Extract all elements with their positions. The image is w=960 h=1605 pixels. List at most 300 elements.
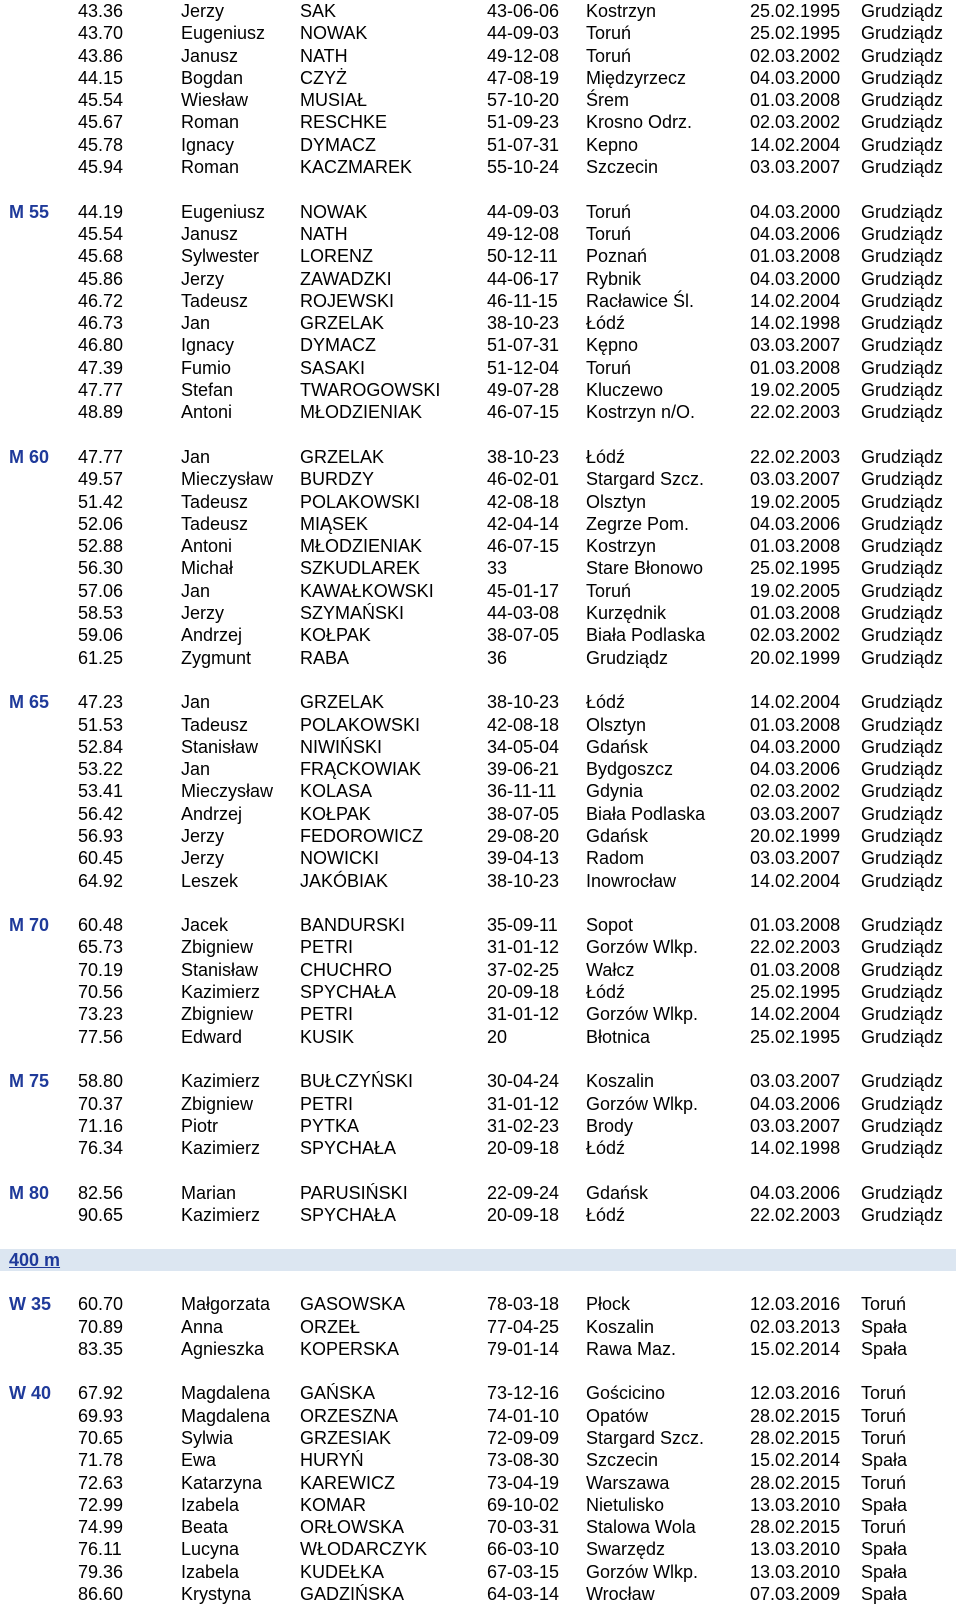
table-row [0,357,960,379]
last-name: PETRI [300,1093,354,1114]
hometown: Radom [586,848,645,869]
hometown: Gdynia [586,781,644,802]
venue: Grudziądz [861,157,944,178]
last-name: LORENZ [300,246,374,267]
hometown: Stare Błonowo [586,558,704,579]
last-name: KAWAŁKOWSKI [300,580,434,601]
birth-date: 51-07-31 [487,134,560,155]
record-date: 22.02.2003 [750,1205,841,1226]
first-name: Andrzej [181,803,243,824]
record-date: 03.03.2007 [750,157,841,178]
spacer [0,1159,960,1181]
birth-date: 33 [487,558,508,579]
hometown: Poznań [586,246,648,267]
hometown: Łódź [586,982,626,1003]
birth-date: 31-01-12 [487,1004,560,1025]
last-name: DYMACZ [300,134,376,155]
hometown: Kurzędnik [586,603,667,624]
birth-date: 64-03-14 [487,1584,560,1605]
table-row [0,1538,960,1560]
table-row [0,959,960,981]
table-row [0,1516,960,1538]
hometown: Warszawa [586,1472,670,1493]
result-time: 76.11 [78,1539,122,1560]
table-row [0,758,960,780]
first-name: Roman [181,157,240,178]
venue: Grudziądz [861,491,944,512]
record-date: 02.03.2002 [750,45,841,66]
event-section-link[interactable]: 400 m [9,1249,61,1270]
first-name: Katarzyna [181,1472,263,1493]
result-time: 53.22 [78,759,124,780]
last-name: POLAKOWSKI [300,714,421,735]
age-category-label: M 70 [9,915,50,936]
first-name: Ignacy [181,335,235,356]
hometown: Inowrocław [586,870,677,891]
birth-date: 49-12-08 [487,223,560,244]
result-time: 83.35 [78,1338,124,1359]
record-date: 01.03.2008 [750,357,841,378]
last-name: BANDURSKI [300,915,406,936]
record-date: 01.03.2008 [750,915,841,936]
hometown: Łódź [586,692,626,713]
record-date: 03.03.2007 [750,469,841,490]
record-date: 02.03.2013 [750,1316,841,1337]
record-date: 19.02.2005 [750,491,841,512]
record-date: 25.02.1995 [750,1026,841,1047]
hometown: Swarzędz [586,1539,666,1560]
result-time: 47.77 [78,446,124,467]
first-name: Magdalena [181,1383,271,1404]
hometown: Gdańsk [586,736,649,757]
birth-date: 46-11-15 [487,290,558,311]
first-name: Jerzy [181,603,225,624]
venue: Spała [861,1338,908,1359]
result-time: 49.57 [78,469,124,490]
hometown: Łódź [586,313,626,334]
result-time: 46.80 [78,335,124,356]
venue: Spała [861,1539,908,1560]
venue: Grudziądz [861,246,944,267]
first-name: Marian [181,1182,237,1203]
table-row [0,334,960,356]
spacer [0,1360,960,1382]
record-date: 15.02.2014 [750,1338,841,1359]
hometown: Kępno [586,335,639,356]
birth-date: 34-05-04 [487,736,560,757]
hometown: Kostrzyn n/O. [586,402,696,423]
result-time: 73.23 [78,1004,124,1025]
result-time: 46.72 [78,290,124,311]
last-name: ORZESZNA [300,1405,399,1426]
first-name: Zbigniew [181,1004,254,1025]
venue: Spała [861,1316,908,1337]
venue: Grudziądz [861,469,944,490]
record-date: 01.03.2008 [750,246,841,267]
record-date: 28.02.2015 [750,1405,841,1426]
result-time: 86.60 [78,1584,124,1605]
record-date: 19.02.2005 [750,380,841,401]
first-name: Kazimierz [181,1205,261,1226]
venue: Grudziądz [861,1093,944,1114]
last-name: CZYŻ [300,67,347,88]
table-row [0,1070,960,1092]
result-time: 52.88 [78,536,124,557]
table-row [0,245,960,267]
first-name: Zbigniew [181,937,254,958]
result-time: 60.45 [78,848,124,869]
first-name: Mieczysław [181,469,274,490]
first-name: Jerzy [181,1,225,21]
birth-date: 38-10-23 [487,446,560,467]
venue: Grudziądz [861,959,944,980]
first-name: Roman [181,112,240,133]
hometown: Stargard Szcz. [586,469,705,490]
record-date: 14.02.1998 [750,313,841,334]
hometown: Nietulisko [586,1494,665,1515]
hometown: Toruń [586,45,632,66]
venue: Grudziądz [861,625,944,646]
result-time: 60.70 [78,1294,124,1315]
first-name: Agnieszka [181,1338,265,1359]
hometown: Łódź [586,1138,626,1159]
record-date: 13.03.2010 [750,1561,841,1582]
hometown: Stargard Szcz. [586,1428,705,1448]
hometown: Wałcz [586,959,635,980]
birth-date: 67-03-15 [487,1561,560,1582]
last-name: PETRI [300,1004,354,1025]
first-name: Lucyna [181,1539,240,1560]
hometown: Rybnik [586,268,642,289]
last-name: KUDEŁKA [300,1561,385,1582]
first-name: Andrzej [181,625,243,646]
birth-date: 43-06-06 [487,1,560,21]
age-category-label: M 75 [9,1071,50,1092]
venue: Grudziądz [861,736,944,757]
last-name: CHUCHRO [300,959,392,980]
first-name: Janusz [181,223,239,244]
birth-date: 69-10-02 [487,1494,560,1515]
birth-date: 38-07-05 [487,803,560,824]
record-date: 22.02.2003 [750,402,841,423]
hometown: Gorzów Wlkp. [586,1561,699,1582]
table-row [0,647,960,669]
first-name: Edward [181,1026,243,1047]
last-name: ORZEŁ [300,1316,361,1337]
venue: Grudziądz [861,759,944,780]
first-name: Tadeusz [181,714,249,735]
record-date: 20.02.1999 [750,647,841,668]
hometown: Szczecin [586,1450,659,1471]
last-name: KOŁPAK [300,803,371,824]
birth-date: 38-10-23 [487,313,560,334]
first-name: Kazimierz [181,1138,261,1159]
result-time: 45.78 [78,134,124,155]
hometown: Opatów [586,1405,649,1426]
birth-date: 74-01-10 [487,1405,560,1426]
last-name: KUSIK [300,1026,355,1047]
result-time: 43.70 [78,23,124,44]
table-row [0,870,960,892]
table-row [0,624,960,646]
last-name: HURYŃ [300,1450,364,1471]
hometown: Śrem [586,90,630,111]
record-date: 03.03.2007 [750,335,841,356]
venue: Toruń [861,1517,907,1538]
last-name: JAKÓBIAK [300,870,389,891]
first-name: Piotr [181,1115,219,1136]
result-time: 58.53 [78,603,124,624]
hometown: Stalowa Wola [586,1517,696,1538]
venue: Grudziądz [861,714,944,735]
table-row [0,468,960,490]
table-row [0,491,960,513]
record-date: 02.03.2002 [750,112,841,133]
result-time: 45.67 [78,112,124,133]
hometown: Gorzów Wlkp. [586,937,699,958]
result-time: 72.99 [78,1494,124,1515]
venue: Grudziądz [861,870,944,891]
record-date: 14.02.2004 [750,290,841,311]
result-time: 45.54 [78,223,124,244]
age-category-label: M 55 [9,201,50,222]
birth-date: 42-08-18 [487,714,560,735]
birth-date: 78-03-18 [487,1294,560,1315]
result-time: 60.48 [78,915,124,936]
table-row [0,268,960,290]
record-date: 13.03.2010 [750,1539,841,1560]
table-row [0,1115,960,1137]
result-time: 58.80 [78,1071,124,1092]
venue: Grudziądz [861,134,944,155]
record-date: 25.02.1995 [750,558,841,579]
hometown: Kepno [586,134,639,155]
venue: Grudziądz [861,692,944,713]
birth-date: 70-03-31 [487,1517,560,1538]
birth-date: 77-04-25 [487,1316,560,1337]
venue: Grudziądz [861,357,944,378]
last-name: BUŁCZYŃSKI [300,1071,414,1092]
last-name: SZKUDLAREK [300,558,421,579]
record-date: 01.03.2008 [750,603,841,624]
table-row [0,1093,960,1115]
hometown: Toruń [586,201,632,222]
last-name: KOPERSKA [300,1338,400,1359]
record-date: 03.03.2007 [750,1071,841,1092]
table-row [0,1137,960,1159]
table-row [0,557,960,579]
birth-date: 35-09-11 [487,915,558,936]
birth-date: 55-10-24 [487,157,560,178]
result-time: 71.78 [78,1450,124,1471]
venue: Grudziądz [861,201,944,222]
last-name: WŁODARCZYK [300,1539,428,1560]
record-date: 04.03.2006 [750,1182,841,1203]
venue: Grudziądz [861,803,944,824]
table-row [0,736,960,758]
record-date: 14.02.2004 [750,870,841,891]
hometown: Wrocław [586,1584,655,1605]
last-name: FEDOROWICZ [300,825,423,846]
venue: Grudziądz [861,848,944,869]
record-date: 04.03.2000 [750,736,841,757]
venue: Grudziądz [861,647,944,668]
record-date: 02.03.2002 [750,625,841,646]
first-name: Ewa [181,1450,217,1471]
birth-date: 49-07-28 [487,380,560,401]
first-name: Mieczysław [181,781,274,802]
table-row [0,312,960,334]
last-name: GADZIŃSKA [300,1584,405,1605]
table-row [0,1494,960,1516]
table-row [0,981,960,1003]
table-row [0,803,960,825]
venue: Grudziądz [861,1138,944,1159]
result-time: 70.37 [78,1093,124,1114]
birth-date: 50-12-11 [487,246,558,267]
first-name: Stanisław [181,959,259,980]
last-name: KOLASA [300,781,373,802]
first-name: Tadeusz [181,513,249,534]
hometown: Koszalin [586,1316,655,1337]
birth-date: 36-11-11 [487,781,557,802]
first-name: Anna [181,1316,224,1337]
result-time: 70.19 [78,959,124,980]
hometown: Koszalin [586,1071,655,1092]
birth-date: 22-09-24 [487,1182,560,1203]
hometown: Olsztyn [586,714,647,735]
birth-date: 51-09-23 [487,112,560,133]
spacer [0,1048,960,1070]
birth-date: 46-07-15 [487,536,560,557]
hometown: Łódź [586,446,626,467]
record-date: 14.02.2004 [750,1004,841,1025]
table-row [0,1561,960,1583]
hometown: Gdańsk [586,825,649,846]
table-row [0,535,960,557]
age-category-label: M 80 [9,1182,50,1203]
first-name: Małgorzata [181,1294,271,1315]
table-row [0,936,960,958]
result-time: 71.16 [78,1115,124,1136]
first-name: Beata [181,1517,229,1538]
table-row [0,290,960,312]
table-row [0,89,960,111]
result-time: 47.77 [78,380,124,401]
result-time: 82.56 [78,1182,124,1203]
result-time: 44.19 [78,201,124,222]
hometown: Krosno Odrz. [586,112,693,133]
birth-date: 44-06-17 [487,268,560,289]
venue: Grudziądz [861,335,944,356]
venue: Grudziądz [861,45,944,66]
hometown: Toruń [586,223,632,244]
table-row [0,1427,960,1449]
venue: Grudziądz [861,982,944,1003]
venue: Toruń [861,1428,907,1448]
venue: Grudziądz [861,290,944,311]
record-date: 04.03.2006 [750,759,841,780]
birth-date: 44-09-03 [487,201,560,222]
hometown: Kostrzyn [586,1,657,21]
first-name: Jan [181,446,211,467]
first-name: Jan [181,759,211,780]
last-name: ZAWADZKI [300,268,392,289]
first-name: Jan [181,580,211,601]
hometown: Brody [586,1115,634,1136]
venue: Grudziądz [861,1071,944,1092]
result-time: 45.68 [78,246,124,267]
spacer [0,1271,960,1293]
result-time: 56.30 [78,558,124,579]
hometown: Toruń [586,357,632,378]
first-name: Jerzy [181,825,225,846]
hometown: Gdańsk [586,1182,649,1203]
hometown: Zegrze Pom. [586,513,690,534]
venue: Grudziądz [861,513,944,534]
birth-date: 73-12-16 [487,1383,560,1404]
birth-date: 51-07-31 [487,335,560,356]
hometown: Olsztyn [586,491,647,512]
hometown: Bydgoszcz [586,759,674,780]
first-name: Wiesław [181,90,249,111]
result-time: 43.36 [78,1,124,21]
birth-date: 20 [487,1026,508,1047]
venue: Grudziądz [861,23,944,44]
result-time: 90.65 [78,1205,124,1226]
first-name: Fumio [181,357,232,378]
last-name: MŁODZIENIAK [300,536,423,557]
venue: Grudziądz [861,1182,944,1203]
table-row [0,714,960,736]
last-name: NOWICKI [300,848,379,869]
venue: Grudziądz [861,380,944,401]
first-name: Jerzy [181,268,225,289]
table-row [0,1316,960,1338]
venue: Grudziądz [861,915,944,936]
record-date: 28.02.2015 [750,1517,841,1538]
table-row [0,0,960,22]
record-date: 01.03.2008 [750,959,841,980]
birth-date: 42-08-18 [487,491,560,512]
last-name: ROJEWSKI [300,290,395,311]
last-name: GAŃSKA [300,1383,376,1404]
birth-date: 44-09-03 [487,23,560,44]
venue: Grudziądz [861,1004,944,1025]
record-date: 15.02.2014 [750,1450,841,1471]
last-name: PYTKA [300,1115,360,1136]
hometown: Racławice Śl. [586,290,695,311]
table-row [0,67,960,89]
hometown: Gościcino [586,1383,666,1404]
first-name: Magdalena [181,1405,271,1426]
last-name: SPYCHAŁA [300,1138,397,1159]
record-date: 01.03.2008 [750,714,841,735]
birth-date: 38-10-23 [487,692,560,713]
first-name: Michał [181,558,234,579]
last-name: NOWAK [300,23,368,44]
birth-date: 31-01-12 [487,937,560,958]
table-row [0,401,960,423]
record-date: 14.02.2004 [750,692,841,713]
table-row [0,1405,960,1427]
result-time: 51.42 [78,491,124,512]
first-name: Antoni [181,536,233,557]
table-row [0,691,960,713]
hometown: Szczecin [586,157,659,178]
table-row [0,825,960,847]
result-time: 64.92 [78,870,124,891]
